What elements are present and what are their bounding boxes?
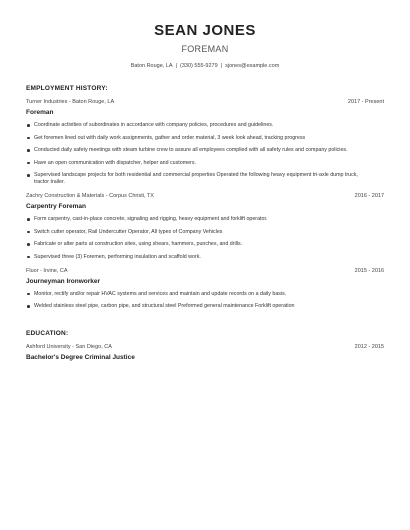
job-company: Fluor - Irvine, CA (26, 267, 68, 274)
candidate-name: SEAN JONES (154, 22, 256, 39)
duty-item: Have an open communication with dispatcher, helper and customers. (26, 160, 384, 167)
education-entry (26, 344, 384, 361)
job-title: Foreman (26, 109, 54, 116)
duty-item: Monitor, rectify and/or repair HVAC systems and services and maintain and update records on a daily basis. (26, 291, 384, 298)
job-meta (26, 193, 384, 199)
job-dates: 2016 - 2017 (354, 193, 384, 199)
contact-location: Baton Rouge, LA (130, 63, 173, 69)
contact-email[interactable]: sjones@example.com (225, 63, 280, 69)
contact-phone: (330) 555-9279 (180, 63, 218, 69)
education-meta (26, 344, 384, 350)
job-entry (26, 268, 384, 311)
duty-item: Form carpentry, cast-in-place concrete, signaling and rigging, heavy equipment and forklift operator. (26, 216, 384, 223)
duty-item: Get foremen lined out with daily work assignments, gather and order material, 3 week look ahead, tracking progress (26, 135, 384, 142)
contact-separator: | (175, 63, 178, 69)
job-company: Zachry Construction & Materials - Corpus Christi, TX (26, 193, 154, 199)
job-duties (26, 122, 384, 186)
job-meta (26, 99, 384, 105)
duty-item: Supervised three (3) Foremen, performing insulation and scaffold work. (26, 254, 384, 261)
resume-header (26, 22, 384, 69)
job-entry (26, 99, 384, 186)
education-degree: Bachelor's Degree Criminal Justice (26, 354, 135, 361)
duty-item: Conducted daily safety meetings with steam turbine crew to assure all employees complied with all safety rules and company policies. (26, 147, 384, 154)
job-company: Turner Industries - Baton Rouge, LA (26, 99, 115, 105)
job-meta (26, 268, 384, 274)
candidate-title: FOREMAN (181, 44, 229, 54)
education-dates: 2012 - 2015 (354, 344, 384, 350)
education-school: Ashford University - San Diego, CA (26, 344, 112, 350)
employment-heading: EMPLOYMENT HISTORY: (26, 85, 108, 92)
job-title: Carpentry Foreman (26, 203, 86, 210)
job-title: Journeyman Ironworker (26, 277, 101, 285)
contact-line (26, 63, 384, 69)
education-heading: EDUCATION: (26, 330, 69, 337)
duty-item: Fabricate or alter parts at construction sites, using shears, hammers, punches, and drills. (26, 241, 384, 248)
duty-item: Switch cutter operator, Rail Undercutter Operator, All types of Company Vehicles (26, 229, 384, 236)
job-entry (26, 193, 384, 261)
job-duties (26, 291, 384, 311)
duty-item: Coordinate activities of subordinates in accordance with company policies, procedures and guidelines. (26, 122, 384, 129)
duty-item: Welded stainless steel pipe, carbon pipe, and structural steel Preformed general maintenance Forklift operation (26, 303, 384, 310)
job-dates: 2017 - Present (347, 99, 384, 105)
job-dates: 2015 - 2016 (354, 267, 384, 274)
job-duties (26, 216, 384, 261)
duty-item: Supervised landscape projects for both residential and commercial properties Operated the following heavy equipment tri-axle dump truck, tractor trailer. (26, 172, 384, 186)
contact-separator: | (220, 63, 223, 69)
